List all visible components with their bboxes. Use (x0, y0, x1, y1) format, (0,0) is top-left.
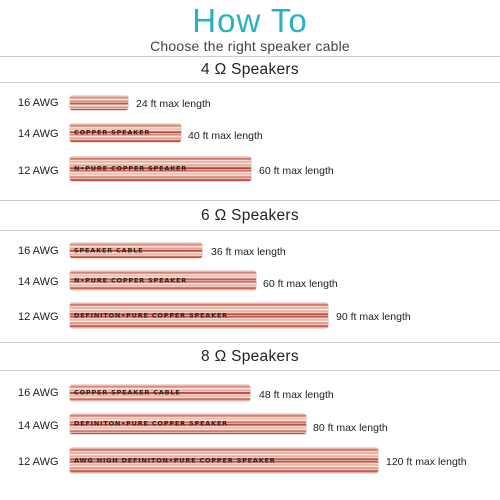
max-length-label: 40 ft max length (188, 130, 263, 142)
section-divider (0, 342, 500, 343)
cable-print-text: AWG HIGH DEFINITON•PURE COPPER SPEAKER (74, 456, 276, 465)
gauge-label: 12 AWG (18, 165, 59, 177)
cable-print-text: COPPER SPEAKER (74, 128, 151, 137)
cable-print-text: N•PURE COPPER SPEAKER (74, 276, 188, 285)
cable-image (70, 96, 128, 110)
cable-image (70, 448, 378, 473)
cable-image (70, 414, 306, 434)
max-length-label: 120 ft max length (386, 456, 467, 468)
gauge-label: 14 AWG (18, 420, 59, 432)
cable-image (70, 157, 251, 181)
gauge-label: 12 AWG (18, 311, 59, 323)
cable-print-text: DEFINITON•PURE COPPER SPEAKER (74, 419, 228, 428)
section-title-6-ohm: 6 Ω Speakers (201, 207, 299, 224)
gauge-label: 14 AWG (18, 128, 59, 140)
gauge-label: 14 AWG (18, 276, 59, 288)
section-divider (0, 56, 500, 57)
gauge-label: 16 AWG (18, 387, 59, 399)
max-length-label: 24 ft max length (136, 98, 211, 110)
gauge-label: 16 AWG (18, 245, 59, 257)
gauge-label: 12 AWG (18, 456, 59, 468)
max-length-label: 48 ft max length (259, 389, 334, 401)
section-divider (0, 82, 500, 83)
max-length-label: 80 ft max length (313, 422, 388, 434)
section-title-8-ohm: 8 Ω Speakers (201, 348, 299, 365)
cable-print-text: DEFINITON•PURE COPPER SPEAKER (74, 311, 228, 320)
page-title: How To (192, 2, 308, 39)
section-title-4-ohm: 4 Ω Speakers (201, 61, 299, 78)
section-divider (0, 200, 500, 201)
page-subtitle: Choose the right speaker cable (150, 38, 350, 54)
max-length-label: 60 ft max length (259, 165, 334, 177)
cable-print-text: N•PURE COPPER SPEAKER (74, 164, 188, 173)
cable-image (70, 385, 250, 401)
max-length-label: 90 ft max length (336, 311, 411, 323)
section-divider (0, 370, 500, 371)
gauge-label: 16 AWG (18, 97, 59, 109)
cable-print-text: COPPER SPEAKER CABLE (74, 388, 181, 397)
cable-image (70, 303, 328, 328)
max-length-label: 60 ft max length (263, 278, 338, 290)
cable-image (70, 124, 181, 142)
max-length-label: 36 ft max length (211, 246, 286, 258)
cable-print-text: SPEAKER CABLE (74, 246, 144, 255)
cable-image (70, 271, 256, 290)
cable-image (70, 243, 202, 258)
section-divider (0, 230, 500, 231)
